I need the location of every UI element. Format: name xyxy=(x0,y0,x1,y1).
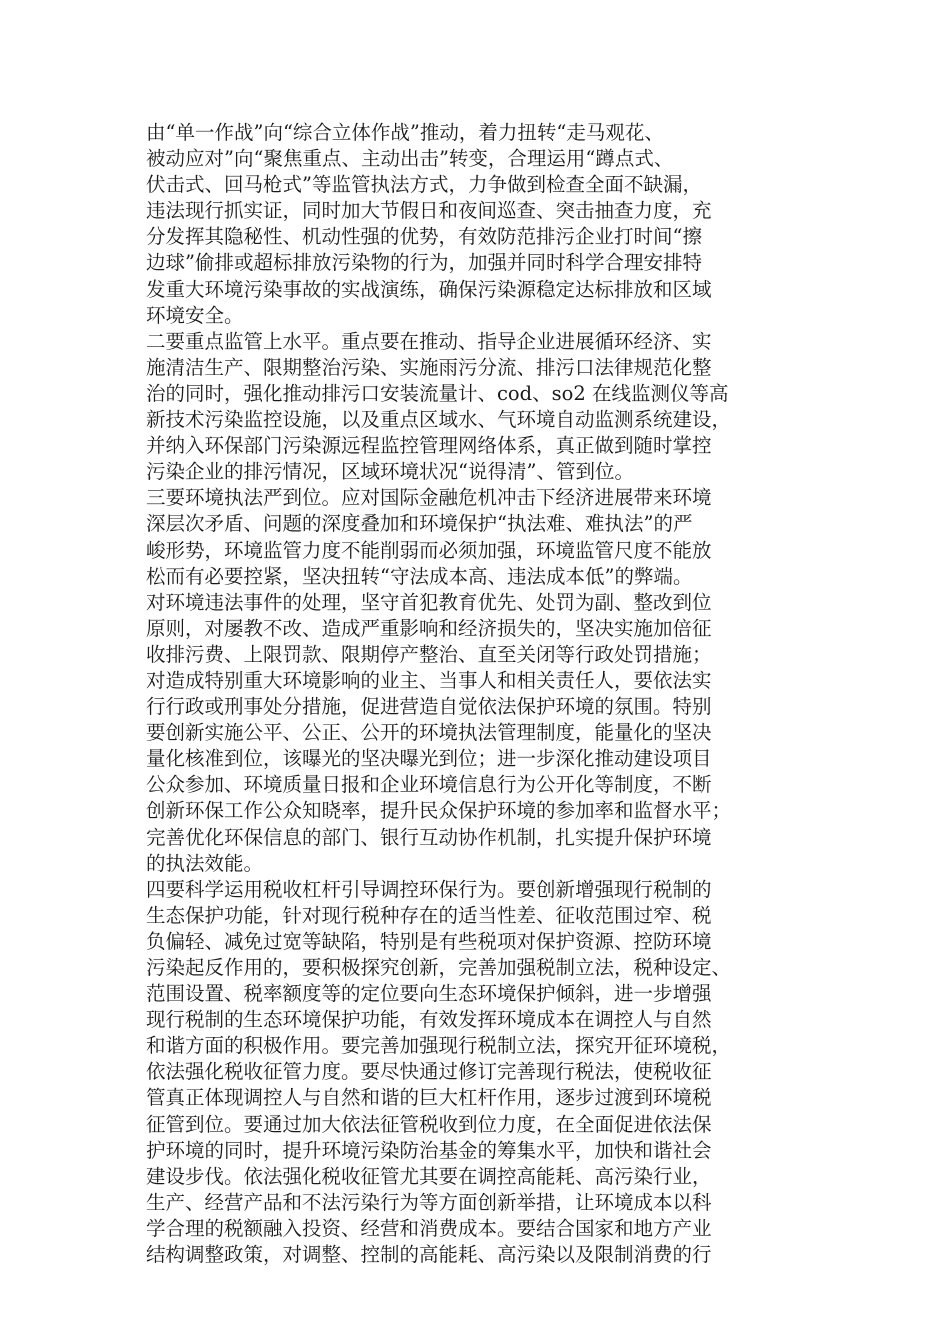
text-line: 四要科学运用税收杠杆引导调控环保行为。要创新增强现行税制的 xyxy=(146,877,712,901)
text-line: 伏击式、回马枪式”等监管执法方式，力争做到检查全面不缺漏， xyxy=(146,173,702,197)
text-line: 完善优化环保信息的部门、银行互动协作机制，扎实提升保护环境 xyxy=(146,825,712,849)
text-line: 并纳入环保部门污染源远程监控管理网络体系，真正做到随时掌控 xyxy=(146,434,712,458)
text-line: 结构调整政策，对调整、控制的高能耗、高污染以及限制消费的行 xyxy=(146,1243,712,1267)
document-body xyxy=(146,120,810,1268)
text-line: 量化核准到位，该曝光的坚决曝光到位；进一步深化推动建设项目 xyxy=(146,747,712,771)
text-line: 深层次矛盾、问题的深度叠加和环境保护“执法难、难执法”的严 xyxy=(146,512,693,536)
text-line: 收排污费、上限罚款、限期停产整治、直至关闭等行政处罚措施； xyxy=(146,642,712,666)
text-line: 对造成特别重大环境影响的业主、当事人和相关责任人，要依法实 xyxy=(146,668,712,692)
text-line: 依法强化税收征管力度。要尽快通过修订完善现行税法，使税收征 xyxy=(146,1060,712,1084)
text-line: 要创新实施公平、公正、公开的环境执法管理制度，能量化的坚决 xyxy=(146,721,712,745)
text-line: 由“单一作战”向“综合立体作战”推动，着力扭转“走马观花、 xyxy=(146,121,664,144)
text-line: 生产、经营产品和不法污染行为等方面创新举措，让环境成本以科 xyxy=(146,1190,712,1214)
text-line: 和谐方面的积极作用。要完善加强现行税制立法，探究开征环境税， xyxy=(146,1034,732,1058)
text-line: 松而有必要控紧，坚决扭转“守法成本高、违法成本低”的弊端。 xyxy=(146,564,693,588)
text-line: 违法现行抓实证，同时加大节假日和夜间巡查、突击抽查力度，充 xyxy=(146,199,712,223)
text-line: 二要重点监管上水平。重点要在推动、指导企业进展循环经济、实 xyxy=(146,329,712,353)
text-line: 施清洁生产、限期整治污染、实施雨污分流、排污口法律规范化整 xyxy=(146,355,712,379)
text-line: 创新环保工作公众知晓率，提升民众保护环境的参加率和监督水平； xyxy=(146,799,732,823)
text-line: 负偏轻、减免过宽等缺陷，特别是有些税项对保护资源、控防环境 xyxy=(146,929,712,953)
text-line: 的执法效能。 xyxy=(146,851,264,875)
text-line: 护环境的同时，提升环境污染防治基金的筹集水平，加快和谐社会 xyxy=(146,1138,712,1162)
text-line: 治的同时，强化推动排污口安装流量计、cod、so2 在线监测仪等高 xyxy=(146,381,729,405)
text-line: 三要环境执法严到位。应对国际金融危机冲击下经济进展带来环境 xyxy=(146,486,712,510)
text-line: 生态保护功能，针对现行税种存在的适当性差、征收范围过窄、税 xyxy=(146,903,712,927)
text-line: 污染企业的排污情况，区域环境状况“说得清”、管到位。 xyxy=(146,460,634,484)
text-line: 行行政或刑事处分措施，促进营造自觉依法保护环境的氛围。特别 xyxy=(146,695,712,719)
text-line: 对环境违法事件的处理，坚守首犯教育优先、处罚为副、整改到位 xyxy=(146,590,712,614)
text-line: 管真正体现调控人与自然和谐的巨大杠杆作用，逐步过渡到环境税 xyxy=(146,1086,712,1110)
text-line: 学合理的税额融入投资、经营和消费成本。要结合国家和地方产业 xyxy=(146,1216,712,1240)
text-line: 征管到位。要通过加大依法征管税收到位力度，在全面促进依法保 xyxy=(146,1112,712,1136)
text-line: 建设步伐。依法强化税收征管尤其要在调控高能耗、高污染行业， xyxy=(146,1164,712,1188)
text-line: 发重大环境污染事故的实战演练，确保污染源稳定达标排放和区域 xyxy=(146,277,712,301)
text-line: 峻形势，环境监管力度不能削弱而必须加强，环境监管尺度不能放 xyxy=(146,538,712,562)
text-line: 范围设置、税率额度等的定位要向生态环境保护倾斜，进一步增强 xyxy=(146,982,712,1006)
text-line: 现行税制的生态环境保护功能，有效发挥环境成本在调控人与自然 xyxy=(146,1008,712,1032)
text-line: 分发挥其隐秘性、机动性强的优势，有效防范排污企业打时间“擦 xyxy=(146,225,702,249)
text-line: 环境安全。 xyxy=(146,303,244,327)
text-line: 边球”偷排或超标排放污染物的行为，加强并同时科学合理安排特 xyxy=(146,251,702,275)
text-line: 污染起反作用的，要积极探究创新，完善加强税制立法，税种设定、 xyxy=(146,956,732,979)
text-line: 新技术污染监控设施，以及重点区域水、气环境自动监测系统建设， xyxy=(146,408,732,432)
text-line: 公众参加、环境质量日报和企业环境信息行为公开化等制度，不断 xyxy=(146,773,712,797)
text-line: 被动应对”向“聚焦重点、主动出击”转变，合理运用“蹲点式、 xyxy=(146,147,674,171)
text-line: 原则，对屡教不改、造成严重影响和经济损失的，坚决实施加倍征 xyxy=(146,616,712,640)
